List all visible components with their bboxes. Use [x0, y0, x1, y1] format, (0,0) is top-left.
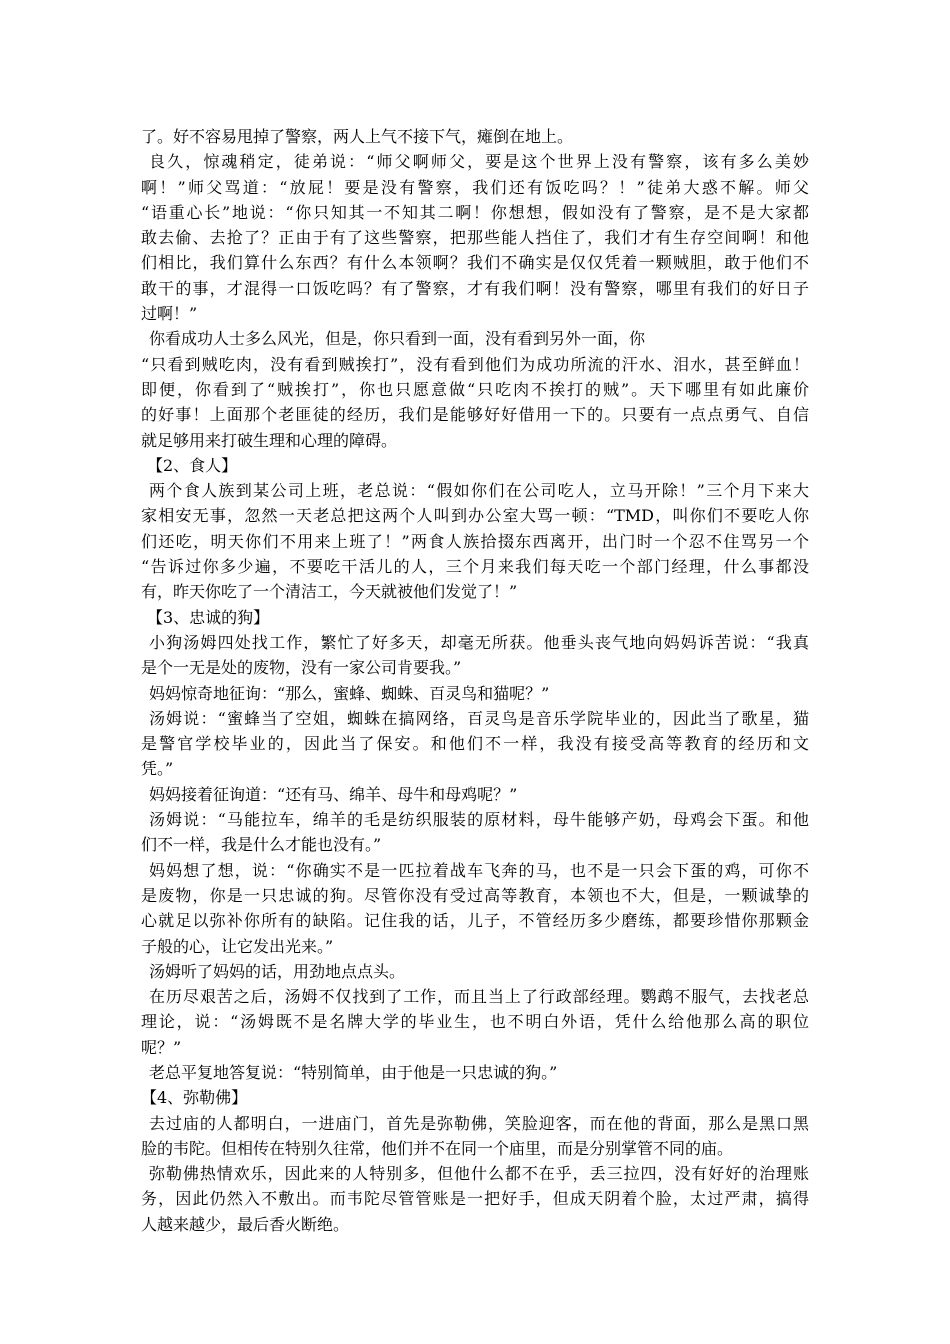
- text-line: 老总平复地答复说：“特别简单，由于他是一只忠诚的狗。”: [149, 1062, 558, 1082]
- text-line: 去过庙的人都明白，一进庙门，首先是弥勒佛，笑脸迎客，而在他的背面，那么是黑口黑: [149, 1113, 809, 1133]
- section-heading: 【2、食人】: [147, 455, 238, 475]
- text-line: 啊！”师父骂道：“放屁！要是没有警察，我们还有饭吃吗？！”徒弟大惑不解。师父: [141, 177, 809, 197]
- text-line: 敢去偷、去抢了？正由于有了这些警察，把那些能人挡住了，我们才有生存空间啊！和他: [141, 228, 809, 248]
- text-line: 脸的韦陀。但相传在特别久往常，他们并不在同一个庙里，而是分别掌管不同的庙。: [141, 1138, 734, 1158]
- text-line: 良久，惊魂稍定，徒弟说：“师父啊师父，要是这个世界上没有警察，该有多么美妙: [149, 152, 809, 172]
- text-line: 妈妈接着征询道：“还有马、绵羊、母牛和母鸡呢？”: [149, 784, 518, 804]
- text-line: “只看到贼吃肉，没有看到贼挨打”，没有看到他们为成功所流的汗水、泪水，甚至鲜血！: [141, 354, 809, 374]
- text-line: 在历尽艰苦之后，汤姆不仅找到了工作，而且当上了行政部经理。鹦鹉不服气，去找老总: [149, 987, 809, 1007]
- text-line: 汤姆说：“蜜蜂当了空姐，蜘蛛在搞网络，百灵鸟是音乐学院毕业的，因此当了歌星，猫: [149, 708, 809, 728]
- text-line: 是警官学校毕业的，因此当了保安。和他们不一样，我没有接受高等教育的经历和文: [141, 734, 809, 754]
- text-line: 的好事！上面那个老匪徒的经历，我们是能够好好借用一下的。只要有一点点勇气、自信: [141, 405, 809, 425]
- text-line: 家相安无事，忽然一天老总把这两个人叫到办公室大骂一顿：“TMD，叫你们不要吃人你: [141, 506, 809, 526]
- text-line: 妈妈惊奇地征询：“那么，蜜蜂、蜘蛛、百灵鸟和猫呢？”: [149, 683, 550, 703]
- text-line: 们相比，我们算什么东西？有什么本领啊？我们不确实是仅仅凭着一颗贼胆，敢于他们不: [141, 253, 809, 273]
- text-line: 小狗汤姆四处找工作，繁忙了好多天，却毫无所获。他垂头丧气地向妈妈诉苦说：“我真: [149, 632, 809, 652]
- text-line: 们还吃，明天你们不用来上班了！”两食人族拾掇东西离开，出门时一个忍不住骂另一个: [141, 531, 809, 551]
- text-line: 妈妈想了想，说：“你确实不是一匹拉着战车飞奔的马，也不是一只会下蛋的鸡，可你不: [149, 860, 809, 880]
- text-line: 汤姆听了妈妈的话，用劲地点点头。: [149, 961, 406, 981]
- document-body: [141, 124, 809, 1237]
- text-line: 是个一无是处的废物，没有一家公司肯要我。”: [141, 658, 462, 678]
- text-line: 就足够用来打破生理和心理的障碍。: [141, 430, 398, 450]
- text-line: 们不一样，我是什么才能也没有。”: [141, 835, 382, 855]
- text-line: 弥勒佛热情欢乐，因此来的人特别多，但他什么都不在乎，丢三拉四，没有好好的治理账: [149, 1164, 809, 1184]
- text-line: “告诉过你多少遍，不要吃干活儿的人，三个月来我们每天吃一个部门经理，什么事都没: [141, 557, 809, 577]
- text-line: 子般的心，让它发出光来。”: [141, 936, 334, 956]
- text-line: 你看成功人士多么风光，但是，你只看到一面，没有看到另外一面，你: [149, 329, 646, 349]
- text-line: 人越来越少，最后香火断绝。: [141, 1214, 350, 1234]
- section-heading: 【4、弥勒佛】: [141, 1088, 248, 1108]
- text-line: 呢？”: [141, 1037, 182, 1057]
- text-line: “语重心长”地说：“你只知其一不知其二啊！你想想，假如没有了警察，是不是大家都: [141, 202, 809, 222]
- section-heading: 【3、忠诚的狗】: [147, 607, 270, 627]
- text-line: 务，因此仍然入不敷出。而韦陀尽管管账是一把好手，但成天阴着个脸，太过严肃，搞得: [141, 1189, 809, 1209]
- text-line: 汤姆说：“马能拉车，绵羊的毛是纺织服装的原材料，母牛能够产奶，母鸡会下蛋。和他: [149, 810, 809, 830]
- text-line: 心就足以弥补你所有的缺陷。记住我的话，儿子，不管经历多少磨练，都要珍惜你那颗金: [141, 911, 809, 931]
- text-line: 凭。”: [141, 759, 174, 779]
- text-line: 理论，说：“汤姆既不是名牌大学的毕业生，也不明白外语，凭什么给他那么高的职位: [141, 1012, 809, 1032]
- text-line: 敢干的事，才混得一口饭吃吗？有了警察，才有我们啊！没有警察，哪里有我们的好日子: [141, 278, 809, 298]
- text-line: 了。好不容易甩掉了警察，两人上气不接下气，瘫倒在地上。: [141, 127, 574, 146]
- text-line: 有，昨天你吃了一个清洁工，今天就被他们发觉了！”: [141, 582, 518, 602]
- text-line: 是废物，你是一只忠诚的狗。尽管你没有受过高等教育，本领也不大，但是，一颗诚挚的: [141, 885, 809, 905]
- text-line: 即便，你看到了“贼挨打”，你也只愿意做“只吃肉不挨打的贼”。天下哪里有如此廉价: [141, 379, 809, 399]
- text-line: 过啊！”: [141, 304, 198, 324]
- text-line: 两个食人族到某公司上班，老总说：“假如你们在公司吃人，立马开除！”三个月下来大: [149, 481, 809, 501]
